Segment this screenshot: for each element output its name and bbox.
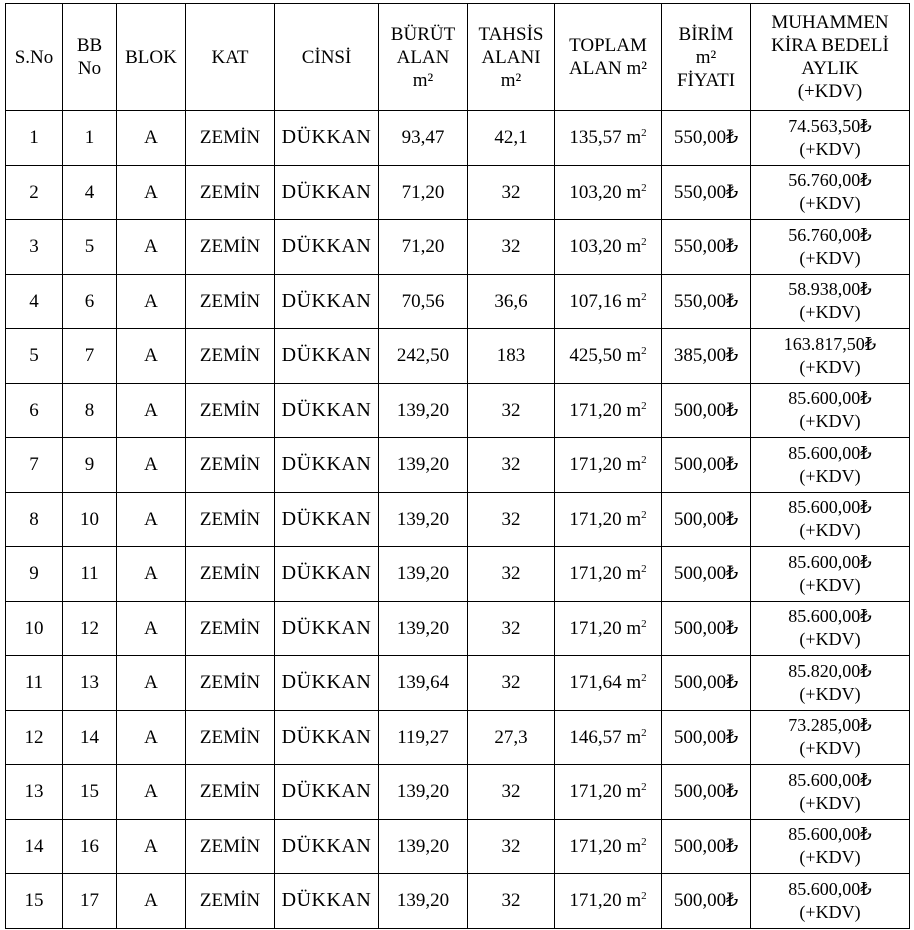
cell-toplam: [555, 819, 662, 874]
cell-tahsis: 36,6: [468, 274, 555, 329]
table-row: [6, 220, 910, 275]
kira-value: 85.600,00₺: [788, 769, 872, 790]
cell-cinsi: DÜKKAN: [275, 819, 379, 874]
cell-tahsis: 32: [468, 547, 555, 602]
cell-kira: [751, 383, 910, 438]
area-unit: m: [626, 726, 642, 748]
kdv-note: (+KDV): [799, 193, 861, 214]
area-exponent: 2: [641, 835, 647, 848]
area-exponent: 2: [641, 345, 647, 358]
kira-value: 85.600,00₺: [788, 388, 872, 409]
kira-value: 85.600,00₺: [788, 878, 872, 899]
cell-cinsi: DÜKKAN: [275, 274, 379, 329]
header-tahsis-line-1: TAHSİS: [478, 23, 544, 45]
cell-cinsi: DÜKKAN: [275, 329, 379, 384]
cell-sno: 2: [6, 165, 63, 220]
cell-tahsis: 32: [468, 765, 555, 820]
cell-sno: 7: [6, 438, 63, 493]
header-tahsis-alani: [468, 4, 555, 111]
kira-value: 56.760,00₺: [788, 224, 872, 245]
cell-tahsis: 32: [468, 819, 555, 874]
kdv-note: (+KDV): [799, 792, 861, 813]
table-row: [6, 274, 910, 329]
toplam-value: 171,64: [569, 672, 622, 694]
header-kira-line-3: AYLIK: [801, 58, 859, 79]
table-row: [6, 492, 910, 547]
header-row: [6, 4, 910, 111]
cell-birim: 550,00₺: [662, 274, 751, 329]
cell-birim: 500,00₺: [662, 601, 751, 656]
area-exponent: 2: [641, 127, 647, 140]
kdv-note: (+KDV): [799, 847, 861, 868]
cell-tahsis: 32: [468, 220, 555, 275]
cell-sno: 8: [6, 492, 63, 547]
cell-kat: ZEMİN: [186, 819, 275, 874]
cell-kira: [751, 765, 910, 820]
cell-cinsi: DÜKKAN: [275, 220, 379, 275]
cell-kat: ZEMİN: [186, 765, 275, 820]
toplam-value: 103,20: [569, 181, 622, 203]
cell-blok: A: [117, 601, 186, 656]
cell-toplam: [555, 383, 662, 438]
toplam-value: 171,20: [569, 454, 622, 476]
cell-blok: A: [117, 329, 186, 384]
cell-blok: A: [117, 111, 186, 166]
cell-kira: [751, 329, 910, 384]
area-exponent: 2: [641, 454, 647, 467]
cell-kat: ZEMİN: [186, 111, 275, 166]
cell-cinsi: DÜKKAN: [275, 438, 379, 493]
cell-kat: ZEMİN: [186, 656, 275, 711]
toplam-value: 171,20: [569, 835, 622, 857]
cell-kira: [751, 874, 910, 929]
cell-kira: [751, 656, 910, 711]
rent-table: [5, 3, 910, 929]
area-unit: m: [626, 890, 642, 912]
cell-toplam: [555, 601, 662, 656]
area-exponent: 2: [641, 181, 647, 194]
cell-birim: 500,00₺: [662, 710, 751, 765]
cell-bb: 5: [63, 220, 117, 275]
header-toplam-alan: [555, 4, 662, 111]
cell-cinsi: DÜKKAN: [275, 165, 379, 220]
kira-value: 58.938,00₺: [788, 279, 872, 300]
header-tahsis-line-2: ALANI: [481, 46, 541, 68]
header-burut-line-3: m²: [412, 69, 434, 91]
area-unit: m: [626, 399, 642, 421]
area-unit: m: [626, 290, 642, 312]
toplam-value: 171,20: [569, 890, 622, 912]
header-burut-line-1: BÜRÜT: [390, 23, 456, 45]
toplam-value: 171,20: [569, 781, 622, 803]
area-unit: m: [626, 617, 642, 639]
cell-birim: 550,00₺: [662, 165, 751, 220]
cell-kat: ZEMİN: [186, 383, 275, 438]
cell-kira: [751, 220, 910, 275]
cell-kat: ZEMİN: [186, 710, 275, 765]
cell-cinsi: DÜKKAN: [275, 874, 379, 929]
cell-toplam: [555, 220, 662, 275]
cell-burut: 139,20: [379, 819, 468, 874]
cell-birim: 550,00₺: [662, 220, 751, 275]
kdv-note: (+KDV): [799, 465, 861, 486]
header-tahsis-line-3: m²: [500, 69, 522, 91]
cell-toplam: [555, 765, 662, 820]
cell-blok: A: [117, 274, 186, 329]
cell-cinsi: DÜKKAN: [275, 765, 379, 820]
area-exponent: 2: [641, 890, 647, 903]
cell-sno: 11: [6, 656, 63, 711]
cell-kira: [751, 274, 910, 329]
cell-sno: 5: [6, 329, 63, 384]
cell-burut: 139,20: [379, 492, 468, 547]
cell-burut: 70,56: [379, 274, 468, 329]
cell-bb: 6: [63, 274, 117, 329]
cell-sno: 13: [6, 765, 63, 820]
cell-kat: ZEMİN: [186, 220, 275, 275]
cell-burut: 119,27: [379, 710, 468, 765]
area-unit: m: [626, 345, 642, 367]
cell-birim: 500,00₺: [662, 819, 751, 874]
cell-kat: ZEMİN: [186, 601, 275, 656]
cell-tahsis: 32: [468, 874, 555, 929]
header-toplam-line-2: ALAN m²: [569, 58, 647, 79]
table-row: [6, 765, 910, 820]
area-unit: m: [626, 781, 642, 803]
header-burut-alan: [379, 4, 468, 111]
cell-toplam: [555, 111, 662, 166]
header-birim-line-1: BİRİM: [678, 23, 734, 45]
kira-value: 85.600,00₺: [788, 551, 872, 572]
table-row: [6, 383, 910, 438]
cell-toplam: [555, 438, 662, 493]
area-unit: m: [626, 508, 642, 530]
header-cinsi: [275, 4, 379, 111]
cell-kira: [751, 165, 910, 220]
cell-cinsi: DÜKKAN: [275, 710, 379, 765]
table-row: [6, 819, 910, 874]
cell-blok: A: [117, 819, 186, 874]
cell-burut: 139,20: [379, 547, 468, 602]
cell-bb: 11: [63, 547, 117, 602]
cell-toplam: [555, 656, 662, 711]
cell-bb: 8: [63, 383, 117, 438]
cell-blok: A: [117, 383, 186, 438]
cell-blok: A: [117, 492, 186, 547]
cell-cinsi: DÜKKAN: [275, 383, 379, 438]
cell-blok: A: [117, 220, 186, 275]
cell-tahsis: 183: [468, 329, 555, 384]
area-exponent: 2: [641, 617, 647, 630]
toplam-value: 103,20: [569, 236, 622, 258]
kira-value: 85.600,00₺: [788, 442, 872, 463]
header-kat-line: KAT: [211, 46, 249, 68]
cell-cinsi: DÜKKAN: [275, 111, 379, 166]
table-row: [6, 329, 910, 384]
cell-blok: A: [117, 710, 186, 765]
cell-kat: ZEMİN: [186, 547, 275, 602]
cell-burut: 71,20: [379, 220, 468, 275]
cell-bb: 17: [63, 874, 117, 929]
cell-cinsi: DÜKKAN: [275, 656, 379, 711]
cell-birim: 500,00₺: [662, 547, 751, 602]
cell-tahsis: 32: [468, 601, 555, 656]
table-row: [6, 111, 910, 166]
kira-value: 163.817,50₺: [783, 333, 877, 354]
cell-sno: 3: [6, 220, 63, 275]
area-exponent: 2: [641, 290, 647, 303]
cell-toplam: [555, 492, 662, 547]
area-exponent: 2: [641, 781, 647, 794]
header-kira-line-2: KİRA BEDELİ: [771, 35, 889, 56]
cell-kat: ZEMİN: [186, 492, 275, 547]
table-header: [6, 4, 910, 111]
cell-toplam: [555, 874, 662, 929]
header-kira-line-1: MUHAMMEN: [771, 12, 889, 33]
cell-bb: 14: [63, 710, 117, 765]
header-blok: [117, 4, 186, 111]
cell-kat: ZEMİN: [186, 874, 275, 929]
cell-tahsis: 32: [468, 165, 555, 220]
cell-kira: [751, 438, 910, 493]
cell-kira: [751, 111, 910, 166]
kdv-note: (+KDV): [799, 738, 861, 759]
header-muhammen-kira: [751, 4, 910, 111]
kira-value: 73.285,00₺: [788, 715, 872, 736]
header-sno: [6, 4, 63, 111]
cell-bb: 4: [63, 165, 117, 220]
area-unit: m: [626, 181, 642, 203]
toplam-value: 146,57: [569, 726, 622, 748]
area-exponent: 2: [641, 399, 647, 412]
header-birim-line-2: m²: [695, 46, 717, 68]
cell-birim: 500,00₺: [662, 874, 751, 929]
cell-blok: A: [117, 874, 186, 929]
cell-blok: A: [117, 765, 186, 820]
cell-sno: 4: [6, 274, 63, 329]
cell-sno: 1: [6, 111, 63, 166]
kira-value: 85.600,00₺: [788, 497, 872, 518]
cell-cinsi: DÜKKAN: [275, 601, 379, 656]
cell-bb: 7: [63, 329, 117, 384]
cell-toplam: [555, 710, 662, 765]
area-unit: m: [626, 127, 642, 149]
kdv-note: (+KDV): [799, 629, 861, 650]
cell-tahsis: 27,3: [468, 710, 555, 765]
cell-blok: A: [117, 547, 186, 602]
cell-sno: 6: [6, 383, 63, 438]
cell-cinsi: DÜKKAN: [275, 547, 379, 602]
cell-blok: A: [117, 165, 186, 220]
kira-value: 85.600,00₺: [788, 824, 872, 845]
table-row: [6, 874, 910, 929]
area-unit: m: [626, 835, 642, 857]
kdv-note: (+KDV): [799, 574, 861, 595]
area-unit: m: [626, 672, 642, 694]
cell-kira: [751, 710, 910, 765]
table-row: [6, 656, 910, 711]
cell-toplam: [555, 165, 662, 220]
cell-birim: 550,00₺: [662, 111, 751, 166]
toplam-value: 135,57: [569, 127, 622, 149]
header-bb-no: [63, 4, 117, 111]
header-kat: [186, 4, 275, 111]
cell-kat: ZEMİN: [186, 438, 275, 493]
cell-bb: 10: [63, 492, 117, 547]
kdv-note: (+KDV): [799, 901, 861, 922]
toplam-value: 171,20: [569, 617, 622, 639]
table-body: [6, 111, 910, 929]
kdv-note: (+KDV): [799, 138, 861, 159]
cell-kat: ZEMİN: [186, 165, 275, 220]
cell-burut: 242,50: [379, 329, 468, 384]
area-unit: m: [626, 563, 642, 585]
kdv-note: (+KDV): [799, 683, 861, 704]
table-row: [6, 601, 910, 656]
table-row: [6, 165, 910, 220]
area-exponent: 2: [641, 672, 647, 685]
cell-bb: 13: [63, 656, 117, 711]
header-blok-line: BLOK: [125, 46, 177, 68]
cell-toplam: [555, 274, 662, 329]
toplam-value: 171,20: [569, 399, 622, 421]
cell-burut: 93,47: [379, 111, 468, 166]
cell-toplam: [555, 329, 662, 384]
cell-kira: [751, 547, 910, 602]
cell-birim: 500,00₺: [662, 438, 751, 493]
header-bb-line-1: BB: [76, 35, 103, 56]
cell-blok: A: [117, 656, 186, 711]
cell-burut: 139,20: [379, 765, 468, 820]
cell-kat: ZEMİN: [186, 274, 275, 329]
area-exponent: 2: [641, 726, 647, 739]
kdv-note: (+KDV): [799, 520, 861, 541]
toplam-value: 425,50: [569, 345, 622, 367]
cell-kira: [751, 492, 910, 547]
cell-burut: 139,20: [379, 383, 468, 438]
cell-burut: 139,20: [379, 438, 468, 493]
cell-bb: 16: [63, 819, 117, 874]
cell-burut: 139,64: [379, 656, 468, 711]
cell-blok: A: [117, 438, 186, 493]
cell-burut: 71,20: [379, 165, 468, 220]
cell-sno: 14: [6, 819, 63, 874]
toplam-value: 171,20: [569, 508, 622, 530]
kdv-note: (+KDV): [799, 411, 861, 432]
kdv-note: (+KDV): [799, 302, 861, 323]
kira-value: 56.760,00₺: [788, 170, 872, 191]
cell-tahsis: 32: [468, 438, 555, 493]
area-unit: m: [626, 454, 642, 476]
cell-toplam: [555, 547, 662, 602]
kira-value: 74.563,50₺: [788, 115, 872, 136]
cell-tahsis: 32: [468, 656, 555, 711]
area-exponent: 2: [641, 236, 647, 249]
table-row: [6, 438, 910, 493]
cell-burut: 139,20: [379, 874, 468, 929]
header-burut-line-2: ALAN: [396, 46, 450, 68]
area-exponent: 2: [641, 508, 647, 521]
kira-value: 85.600,00₺: [788, 606, 872, 627]
area-exponent: 2: [641, 563, 647, 576]
cell-sno: 15: [6, 874, 63, 929]
cell-bb: 12: [63, 601, 117, 656]
cell-tahsis: 32: [468, 492, 555, 547]
cell-sno: 12: [6, 710, 63, 765]
toplam-value: 107,16: [569, 290, 622, 312]
kira-value: 85.820,00₺: [788, 660, 872, 681]
table-row: [6, 710, 910, 765]
cell-birim: 500,00₺: [662, 492, 751, 547]
cell-sno: 9: [6, 547, 63, 602]
header-toplam-line-1: TOPLAM: [569, 35, 647, 56]
cell-kira: [751, 819, 910, 874]
cell-kat: ZEMİN: [186, 329, 275, 384]
cell-birim: 385,00₺: [662, 329, 751, 384]
cell-kira: [751, 601, 910, 656]
header-kira-line-4: (+KDV): [797, 81, 863, 102]
cell-tahsis: 42,1: [468, 111, 555, 166]
cell-birim: 500,00₺: [662, 383, 751, 438]
cell-cinsi: DÜKKAN: [275, 492, 379, 547]
cell-birim: 500,00₺: [662, 656, 751, 711]
cell-birim: 500,00₺: [662, 765, 751, 820]
cell-tahsis: 32: [468, 383, 555, 438]
header-cinsi-line: CİNSİ: [301, 46, 352, 68]
header-birim-line-3: FİYATI: [676, 69, 736, 91]
area-unit: m: [626, 236, 642, 258]
header-bb-line-2: No: [77, 58, 102, 79]
table-row: [6, 547, 910, 602]
header-birim-fiyati: [662, 4, 751, 111]
cell-burut: 139,20: [379, 601, 468, 656]
header-sno-line: S.No: [14, 46, 54, 68]
cell-bb: 9: [63, 438, 117, 493]
cell-bb: 1: [63, 111, 117, 166]
kdv-note: (+KDV): [799, 356, 861, 377]
cell-bb: 15: [63, 765, 117, 820]
cell-sno: 10: [6, 601, 63, 656]
kdv-note: (+KDV): [799, 247, 861, 268]
toplam-value: 171,20: [569, 563, 622, 585]
